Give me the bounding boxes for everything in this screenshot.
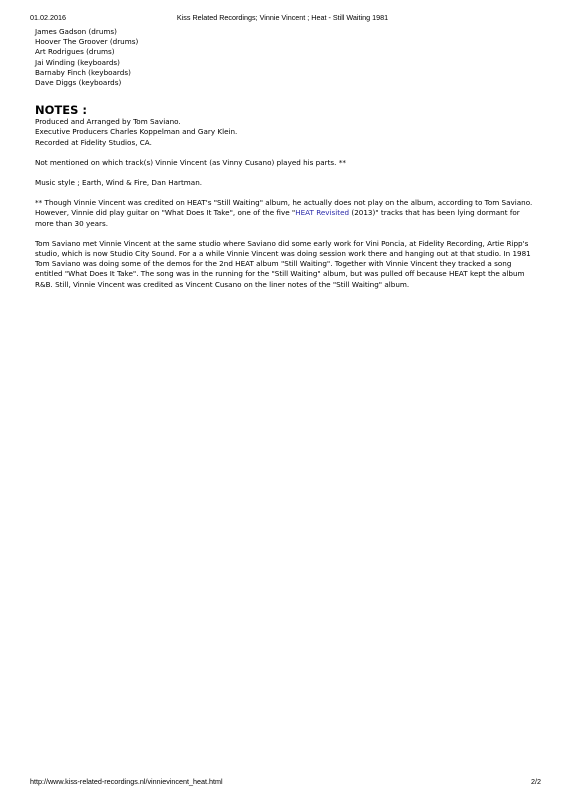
musician-item: Barnaby Finch (keyboards): [35, 67, 131, 77]
music-style-note: Music style ; Earth, Wind & Fire, Dan Hartman.: [35, 178, 203, 188]
musician-item: James Gadson (drums): [35, 27, 117, 36]
credit-line: Produced and Arranged by Tom Saviano.: [35, 117, 181, 127]
page-number: 2/2: [531, 777, 541, 786]
footnote-paragraph: [35, 198, 535, 229]
musician-item: Hoover The Groover (drums): [35, 37, 139, 47]
credits-block: [35, 117, 535, 148]
credit-line: Executive Producers Charles Koppelman and Gary Klein.: [35, 127, 238, 137]
page-content: [35, 27, 535, 290]
credit-line: Recorded at Fidelity Studios, CA.: [35, 137, 152, 147]
footnote-text-start: ** Though Vinnie Vincent was credited on HEAT's "Still Waiting" album, he actually does not play on the album, according to Tom Saviano. However, Vinnie did play guitar on "What Does It Take", one of the five ": [35, 198, 533, 218]
story-paragraph: Tom Saviano met Vinnie Vincent at the same studio where Saviano did some early work for Vini Poncia, at Fidelity Recording, Artie Ripp's studio, which is now Studio City Sound. For a a while Vinnie Vincent was doing session work there and hanging out at that studio. In 1981 Tom Saviano was doing some of the demos for the 2nd HEAT album "Still Waiting". Together with Vinnie Vincent they tracked a song entitled "What Does It Take". The song was in the running for the "Still Waiting" album, but was pulled off because HEAT kept the album R&B. Still, Vinnie Vincent was credited as Vincent Cusano on the liner notes of the "Still Waiting" album.: [35, 238, 531, 289]
musician-list: [35, 27, 535, 88]
footnote-text-end: (2013)" tracks that has been lying dormant for more than 30 years.: [35, 208, 520, 228]
notes-heading: NOTES :: [35, 103, 87, 118]
musician-item: Jai Winding (keyboards): [35, 57, 120, 67]
heat-revisited-link[interactable]: HEAT Revisited: [295, 208, 350, 218]
not-mentioned-note: Not mentioned on which track(s) Vinnie Vincent (as Vinny Cusano) played his parts. **: [35, 157, 346, 167]
musician-item: Art Rodrigues (drums): [35, 47, 115, 57]
page-url: http://www.kiss-related-recordings.nl/vinnievincent_heat.html: [30, 777, 223, 786]
musician-item: Dave Diggs (keyboards): [35, 78, 122, 88]
print-page-title: Kiss Related Recordings; Vinnie Vincent ; Heat - Still Waiting 1981: [176, 13, 389, 22]
print-date: 01.02.2016: [30, 13, 66, 22]
